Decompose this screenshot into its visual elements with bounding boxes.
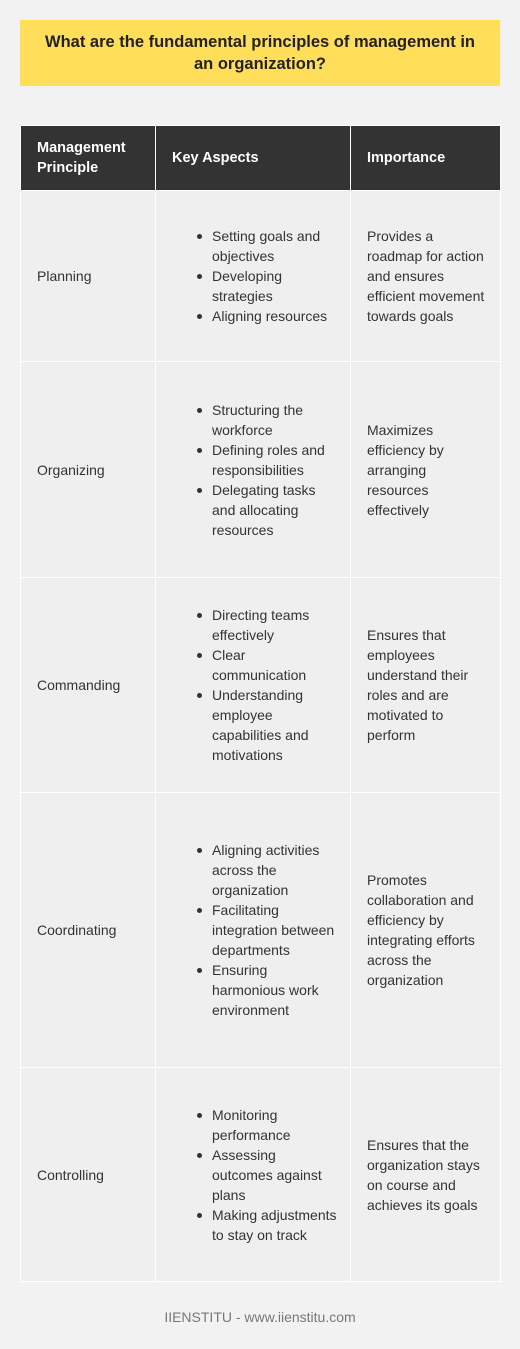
table-header-row xyxy=(21,126,501,191)
aspects-list xyxy=(164,1105,340,1245)
footer-credit: IIENSTITU - www.iienstitu.com xyxy=(164,1309,356,1325)
aspects-cell xyxy=(156,191,351,362)
list-item: Clear communication xyxy=(212,645,340,685)
list-item: Structuring the workforce xyxy=(212,400,340,440)
importance-cell: Ensures that the organization stays on course and achieves its goals xyxy=(351,1068,501,1282)
table-row xyxy=(21,362,501,578)
table-row xyxy=(21,578,501,793)
aspects-list xyxy=(164,840,340,1020)
principle-cell: Organizing xyxy=(21,362,156,578)
aspects-list xyxy=(164,400,340,540)
principle-cell: Coordinating xyxy=(21,793,156,1068)
list-item: Setting goals and objectives xyxy=(212,226,340,266)
aspects-list xyxy=(164,605,340,765)
list-item: Aligning resources xyxy=(212,306,340,326)
table-row xyxy=(21,1068,501,1282)
page-title: What are the fundamental principles of management in an organization? xyxy=(45,33,475,73)
list-item: Developing strategies xyxy=(212,266,340,306)
table-row xyxy=(21,191,501,362)
table-row xyxy=(21,793,501,1068)
aspects-cell xyxy=(156,362,351,578)
list-item: Delegating tasks and allocating resources xyxy=(212,480,340,540)
importance-cell: Provides a roadmap for action and ensures efficient movement towards goals xyxy=(351,191,501,362)
list-item: Defining roles and responsibilities xyxy=(212,440,340,480)
importance-cell: Promotes collaboration and efficiency by integrating efforts across the organization xyxy=(351,793,501,1068)
list-item: Monitoring performance xyxy=(212,1105,340,1145)
aspects-cell xyxy=(156,793,351,1068)
aspects-list xyxy=(164,226,340,326)
principle-cell: Commanding xyxy=(21,578,156,793)
list-item: Directing teams effectively xyxy=(212,605,340,645)
column-header-importance: Importance xyxy=(351,126,501,191)
list-item: Aligning activities across the organization xyxy=(212,840,340,900)
column-header-principle: Management Principle xyxy=(21,126,156,191)
list-item: Assessing outcomes against plans xyxy=(212,1145,340,1205)
principle-cell: Planning xyxy=(21,191,156,362)
list-item: Ensuring harmonious work environment xyxy=(212,960,340,1020)
principles-table xyxy=(20,125,501,1282)
aspects-cell xyxy=(156,578,351,793)
list-item: Making adjustments to stay on track xyxy=(212,1205,340,1245)
importance-cell: Ensures that employees understand their roles and are motivated to perform xyxy=(351,578,501,793)
title-banner xyxy=(20,20,500,86)
importance-cell: Maximizes efficiency by arranging resources effectively xyxy=(351,362,501,578)
column-header-aspects: Key Aspects xyxy=(156,126,351,191)
aspects-cell xyxy=(156,1068,351,1282)
list-item: Facilitating integration between departments xyxy=(212,900,340,960)
list-item: Understanding employee capabilities and motivations xyxy=(212,685,340,765)
principle-cell: Controlling xyxy=(21,1068,156,1282)
